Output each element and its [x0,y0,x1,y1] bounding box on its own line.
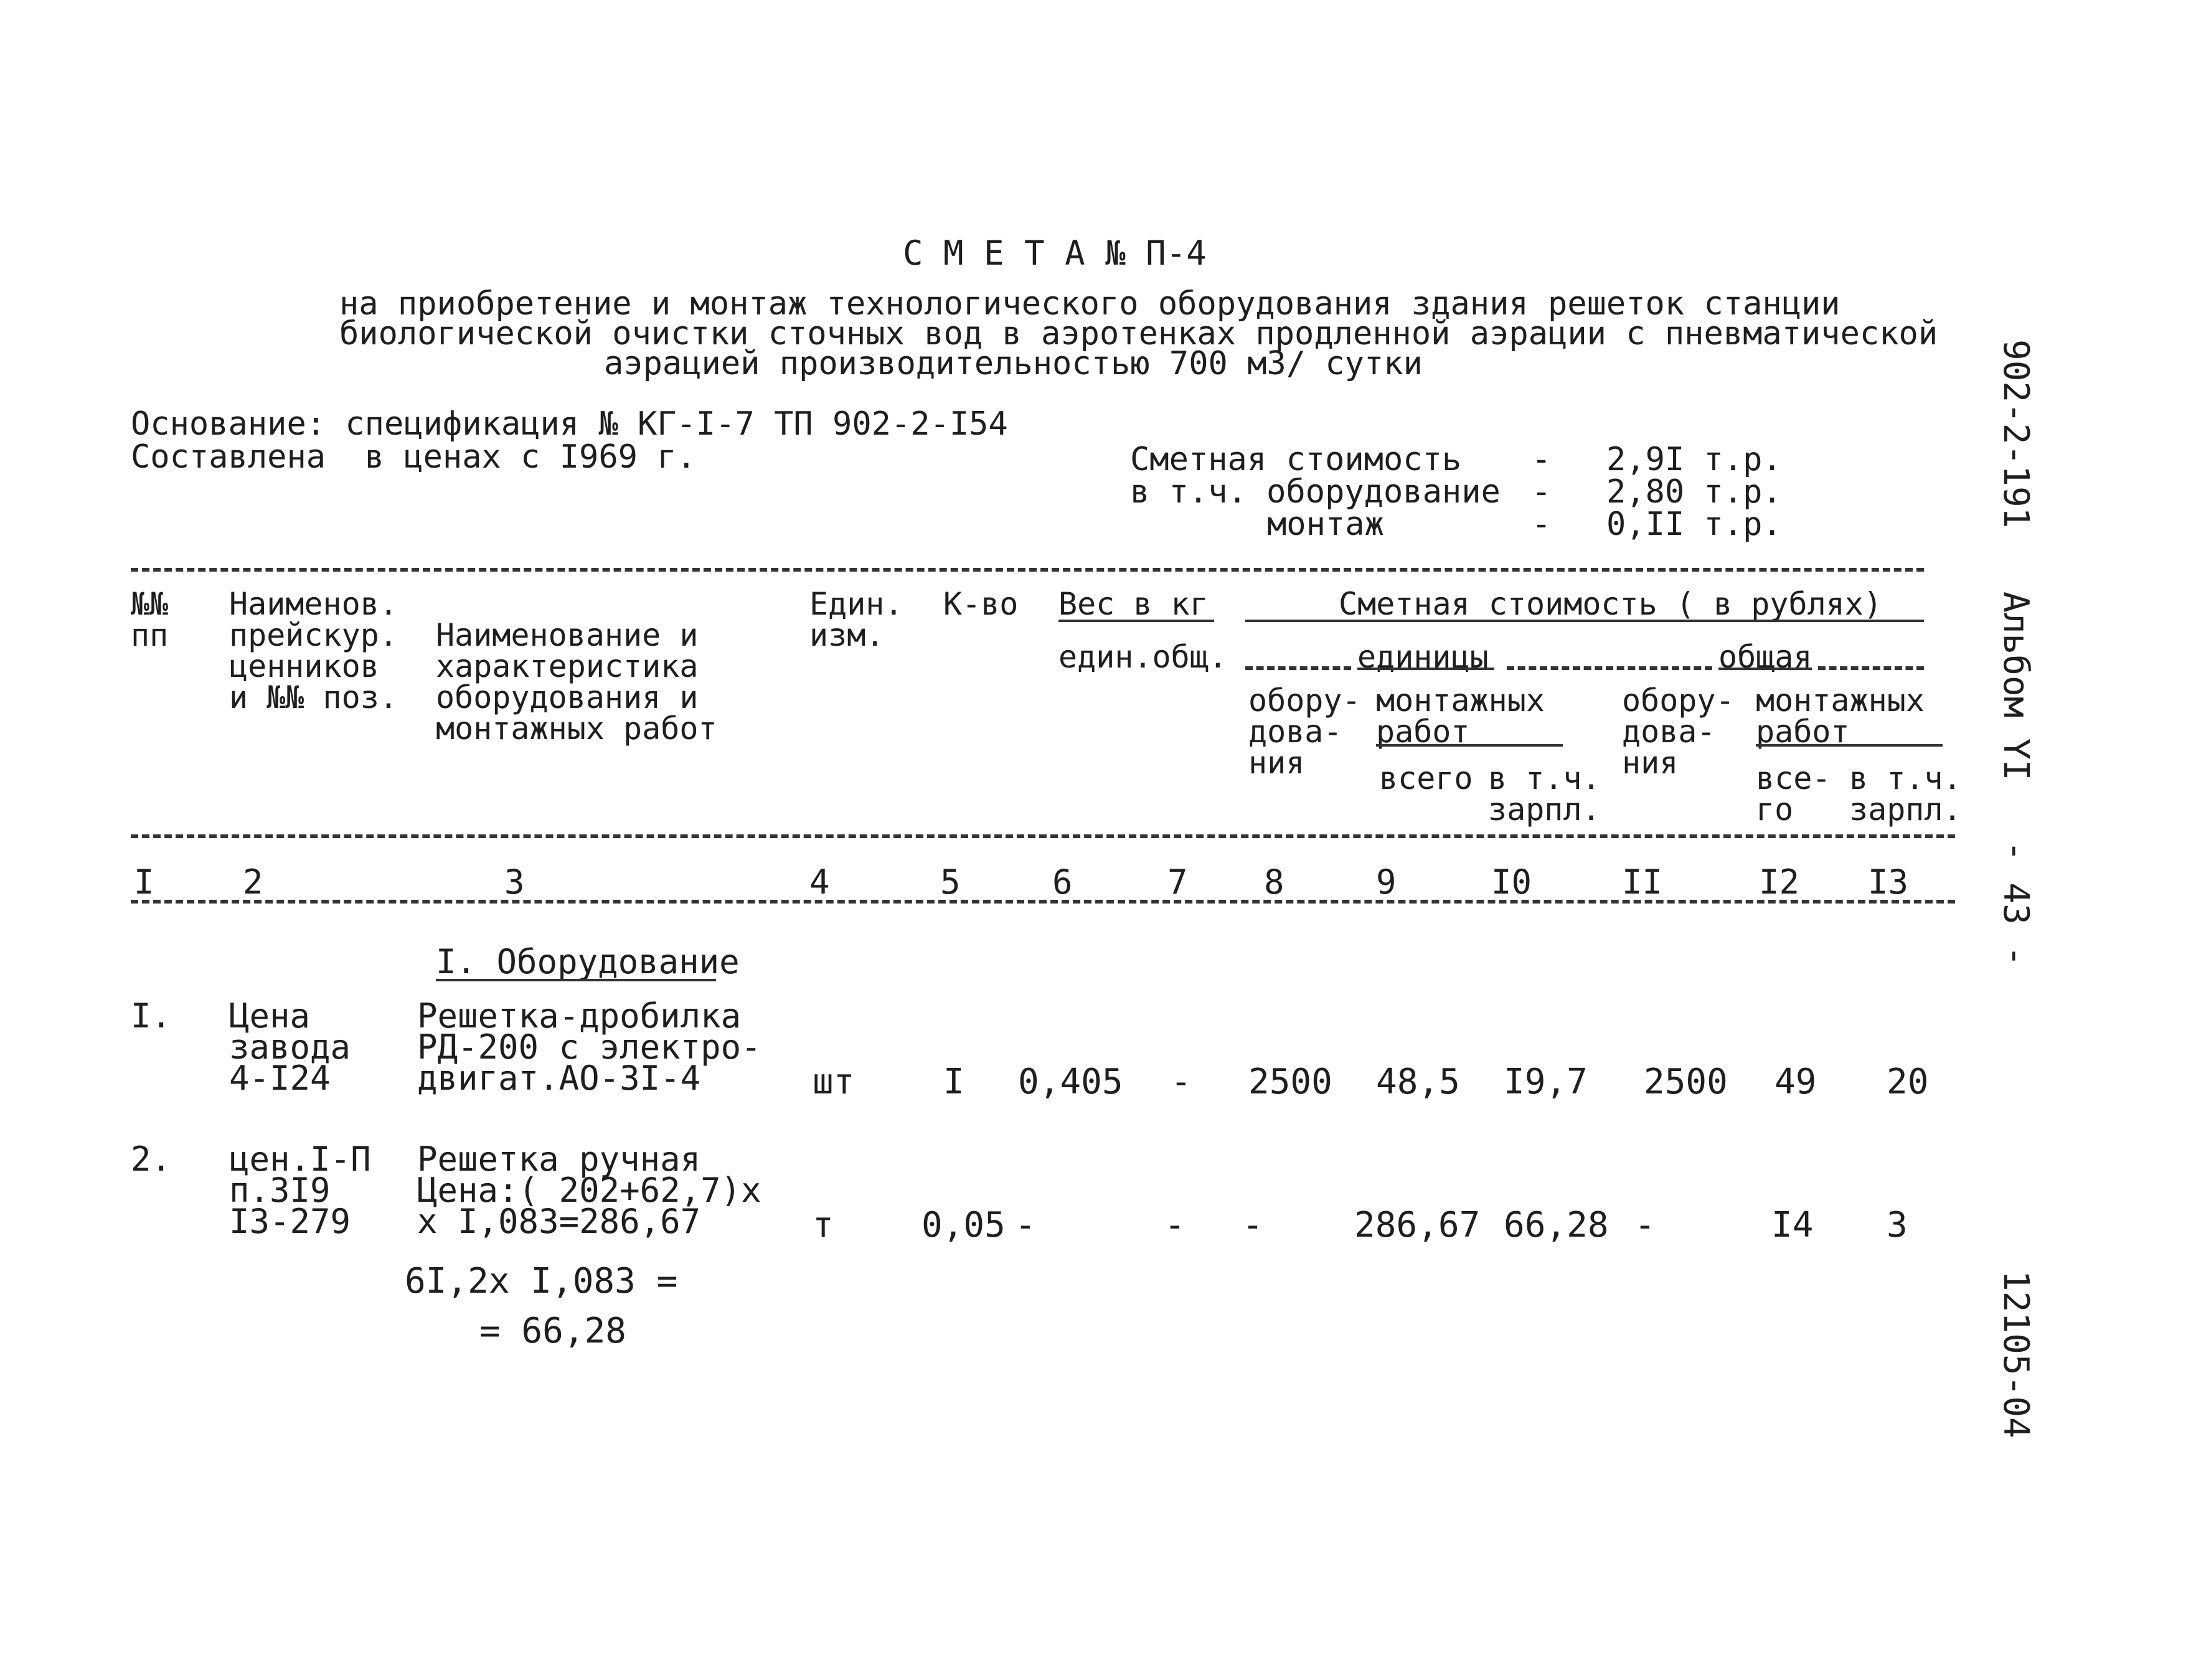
row2-salary-total: 3 [1887,1205,1908,1245]
row2-equip-unit: - [1242,1205,1263,1245]
row2-equip-total: - [1634,1205,1656,1245]
header-mount-unit-underline [1376,744,1563,747]
header-salary-unit-2: зарпл. [1488,791,1601,828]
header-salary-unit-1: в т.ч. [1488,760,1601,796]
colnum-3: 3 [504,862,525,902]
header-total-dash-right [1818,666,1924,670]
header-mount-total-1: монтажных [1756,682,1925,719]
summary-dash-3: - [1532,506,1552,543]
header-mount-total-2: работ [1756,714,1850,750]
subtitle-line-2: биологической очистки сточных вод в аэротенках продленной аэрации с пневматической [339,315,1938,352]
colnum-8: 8 [1264,862,1284,902]
row1-weight-total: - [1171,1062,1192,1102]
row1-ref-line3: 4-I24 [229,1059,331,1098]
header-cost-underline [1245,620,1924,622]
row2-mount-unit: 286,67 [1354,1205,1481,1245]
header-mount-total-underline [1756,744,1943,747]
summary-equip-label: в т.ч. оборудование [1130,473,1501,511]
header-weight-underline [1058,620,1214,622]
row2-ref-line1: цен.I-П [229,1140,371,1179]
colnum-2: 2 [243,862,263,902]
colnum-7: 7 [1167,862,1188,902]
header-equip-total-1: обору- [1622,682,1735,719]
colnum-11: II [1622,862,1663,902]
section-heading: I. Оборудование [436,942,740,981]
row1-salary-unit: I9,7 [1504,1062,1588,1102]
row2-mount-total: I4 [1771,1205,1814,1245]
header-cost: Сметная стоимость ( в рублях) [1339,586,1882,622]
header-unit-underline [1357,668,1494,670]
side-project-code: 902-2-191 [1996,339,2036,529]
section-heading-underline [436,979,716,981]
colnum-6: 6 [1052,862,1073,902]
colnum-12: I2 [1759,862,1800,902]
row2-weight-unit: - [1015,1205,1036,1245]
row2-qty: 0,05 [921,1205,1006,1245]
row2-ref-line2: п.3I9 [229,1171,331,1210]
summary-dash-2: - [1532,473,1552,511]
header-col2-line4: и №№ поз. [229,679,398,715]
header-col4-line2: изм. [809,617,885,653]
header-unit-dash-left [1245,666,1351,670]
calc-note-line1: 6I,2x I,083 = [405,1261,678,1301]
header-col1-line2: пп [131,617,169,653]
row1-weight-unit: 0,405 [1018,1062,1123,1102]
row2-name-line3: x I,083=286,67 [417,1202,701,1241]
header-col2-line2: прейскур. [229,617,398,653]
header-mount-unit-2: работ [1376,714,1470,750]
header-equip-total-2: дова- [1622,714,1716,750]
header-unit: единицы [1357,639,1489,675]
header-weight: Вес в кг [1058,586,1209,622]
header-total: общая [1718,639,1812,675]
summary-equip-value: 2,80 т.р. [1606,473,1782,511]
row2-ref-line3: I3-279 [229,1202,351,1241]
summary-total-value: 2,9I т.р. [1606,441,1782,478]
prices-line: Составлена в ценах с I969 г. [131,438,696,476]
header-salary-total-1: в т.ч. [1849,760,1962,796]
subtitle-line-3: аэрацией производительностью 700 м3/ сутки [604,345,1423,382]
estimate-title: С М Е Т А № П-4 [903,234,1207,273]
header-equip-unit-2: дова- [1248,714,1342,750]
row2-name-line1: Решетка ручная [417,1140,701,1179]
header-total-underline [1718,668,1812,670]
header-equip-unit-3: ния [1248,745,1305,781]
row1-mount-unit: 48,5 [1376,1062,1460,1102]
header-col1-line1: №№ [131,586,169,622]
header-equip-unit-1: обору- [1248,682,1361,719]
row1-name-line1: Решетка-дробилка [417,996,742,1036]
header-mount-unit-1: монтажных [1376,682,1545,719]
summary-mount-value: 0,II т.р. [1606,506,1782,543]
basis-line: Основание: спецификация № КГ-I-7 ТП 902-2-I54 [131,405,1008,443]
header-col3-line4: монтажных работ [436,710,717,747]
row1-salary-total: 20 [1887,1062,1929,1102]
side-page-number: - 43 - [1996,841,2036,967]
row1-ref-line2: завода [229,1027,351,1067]
colnum-4: 4 [809,862,830,902]
side-album-label: Альбом YI [1996,592,2036,781]
row2-weight-total: - [1164,1205,1185,1245]
row1-qty: I [943,1062,964,1102]
row1-name-line2: РД-200 с электро- [417,1027,761,1067]
row2-salary-unit: 66,28 [1504,1205,1609,1245]
row1-mount-total: 49 [1774,1062,1817,1102]
row1-unit: шт [813,1062,855,1102]
summary-total-label: Сметная стоимость [1130,441,1462,478]
colnum-9: 9 [1376,862,1397,902]
header-top-rule [131,568,1924,572]
header-all-total-1: все- [1756,760,1831,796]
row1-equip-unit: 2500 [1248,1062,1332,1102]
summary-mount-label: монтаж [1267,506,1384,543]
calc-note-line2: = 66,28 [479,1311,627,1351]
side-stamp-number: 12105-04 [1996,1270,2036,1438]
header-col2-line1: Наименов. [229,586,398,622]
summary-dash-1: - [1532,441,1552,478]
header-salary-total-2: зарпл. [1849,791,1962,828]
row1-equip-total: 2500 [1644,1062,1728,1102]
row2-name-line2: Цена:( 202+62,7)x [417,1171,761,1210]
header-col3-line2: характеристика [436,648,699,684]
header-all-unit: всего [1379,760,1473,796]
header-weight-sub: един.общ. [1058,639,1227,675]
row2-number: 2. [131,1140,172,1179]
header-unit-dash-right [1507,666,1712,670]
header-equip-total-3: ния [1622,745,1679,781]
header-col4-line1: Един. [809,586,903,622]
header-col3-line3: оборудования и [436,679,699,715]
header-col3-line1: Наименование и [436,617,699,653]
colnum-13: I3 [1868,862,1909,902]
header-all-total-2: го [1756,791,1794,828]
row1-name-line3: двигат.АО-3I-4 [417,1059,701,1098]
header-col5: К-во [943,586,1019,622]
header-col2-line3: ценников [229,648,379,684]
colnum-5: 5 [940,862,961,902]
row1-number: I. [131,996,172,1036]
colnum-1: I [134,862,154,902]
row2-unit: т [813,1205,834,1245]
colnum-rule [131,900,1955,904]
row1-ref-line1: Цена [229,996,311,1036]
colnum-10: I0 [1491,862,1532,902]
header-bottom-rule [131,834,1955,838]
subtitle-line-1: на приобретение и монтаж технологического оборудования здания решеток станции [339,285,1840,323]
